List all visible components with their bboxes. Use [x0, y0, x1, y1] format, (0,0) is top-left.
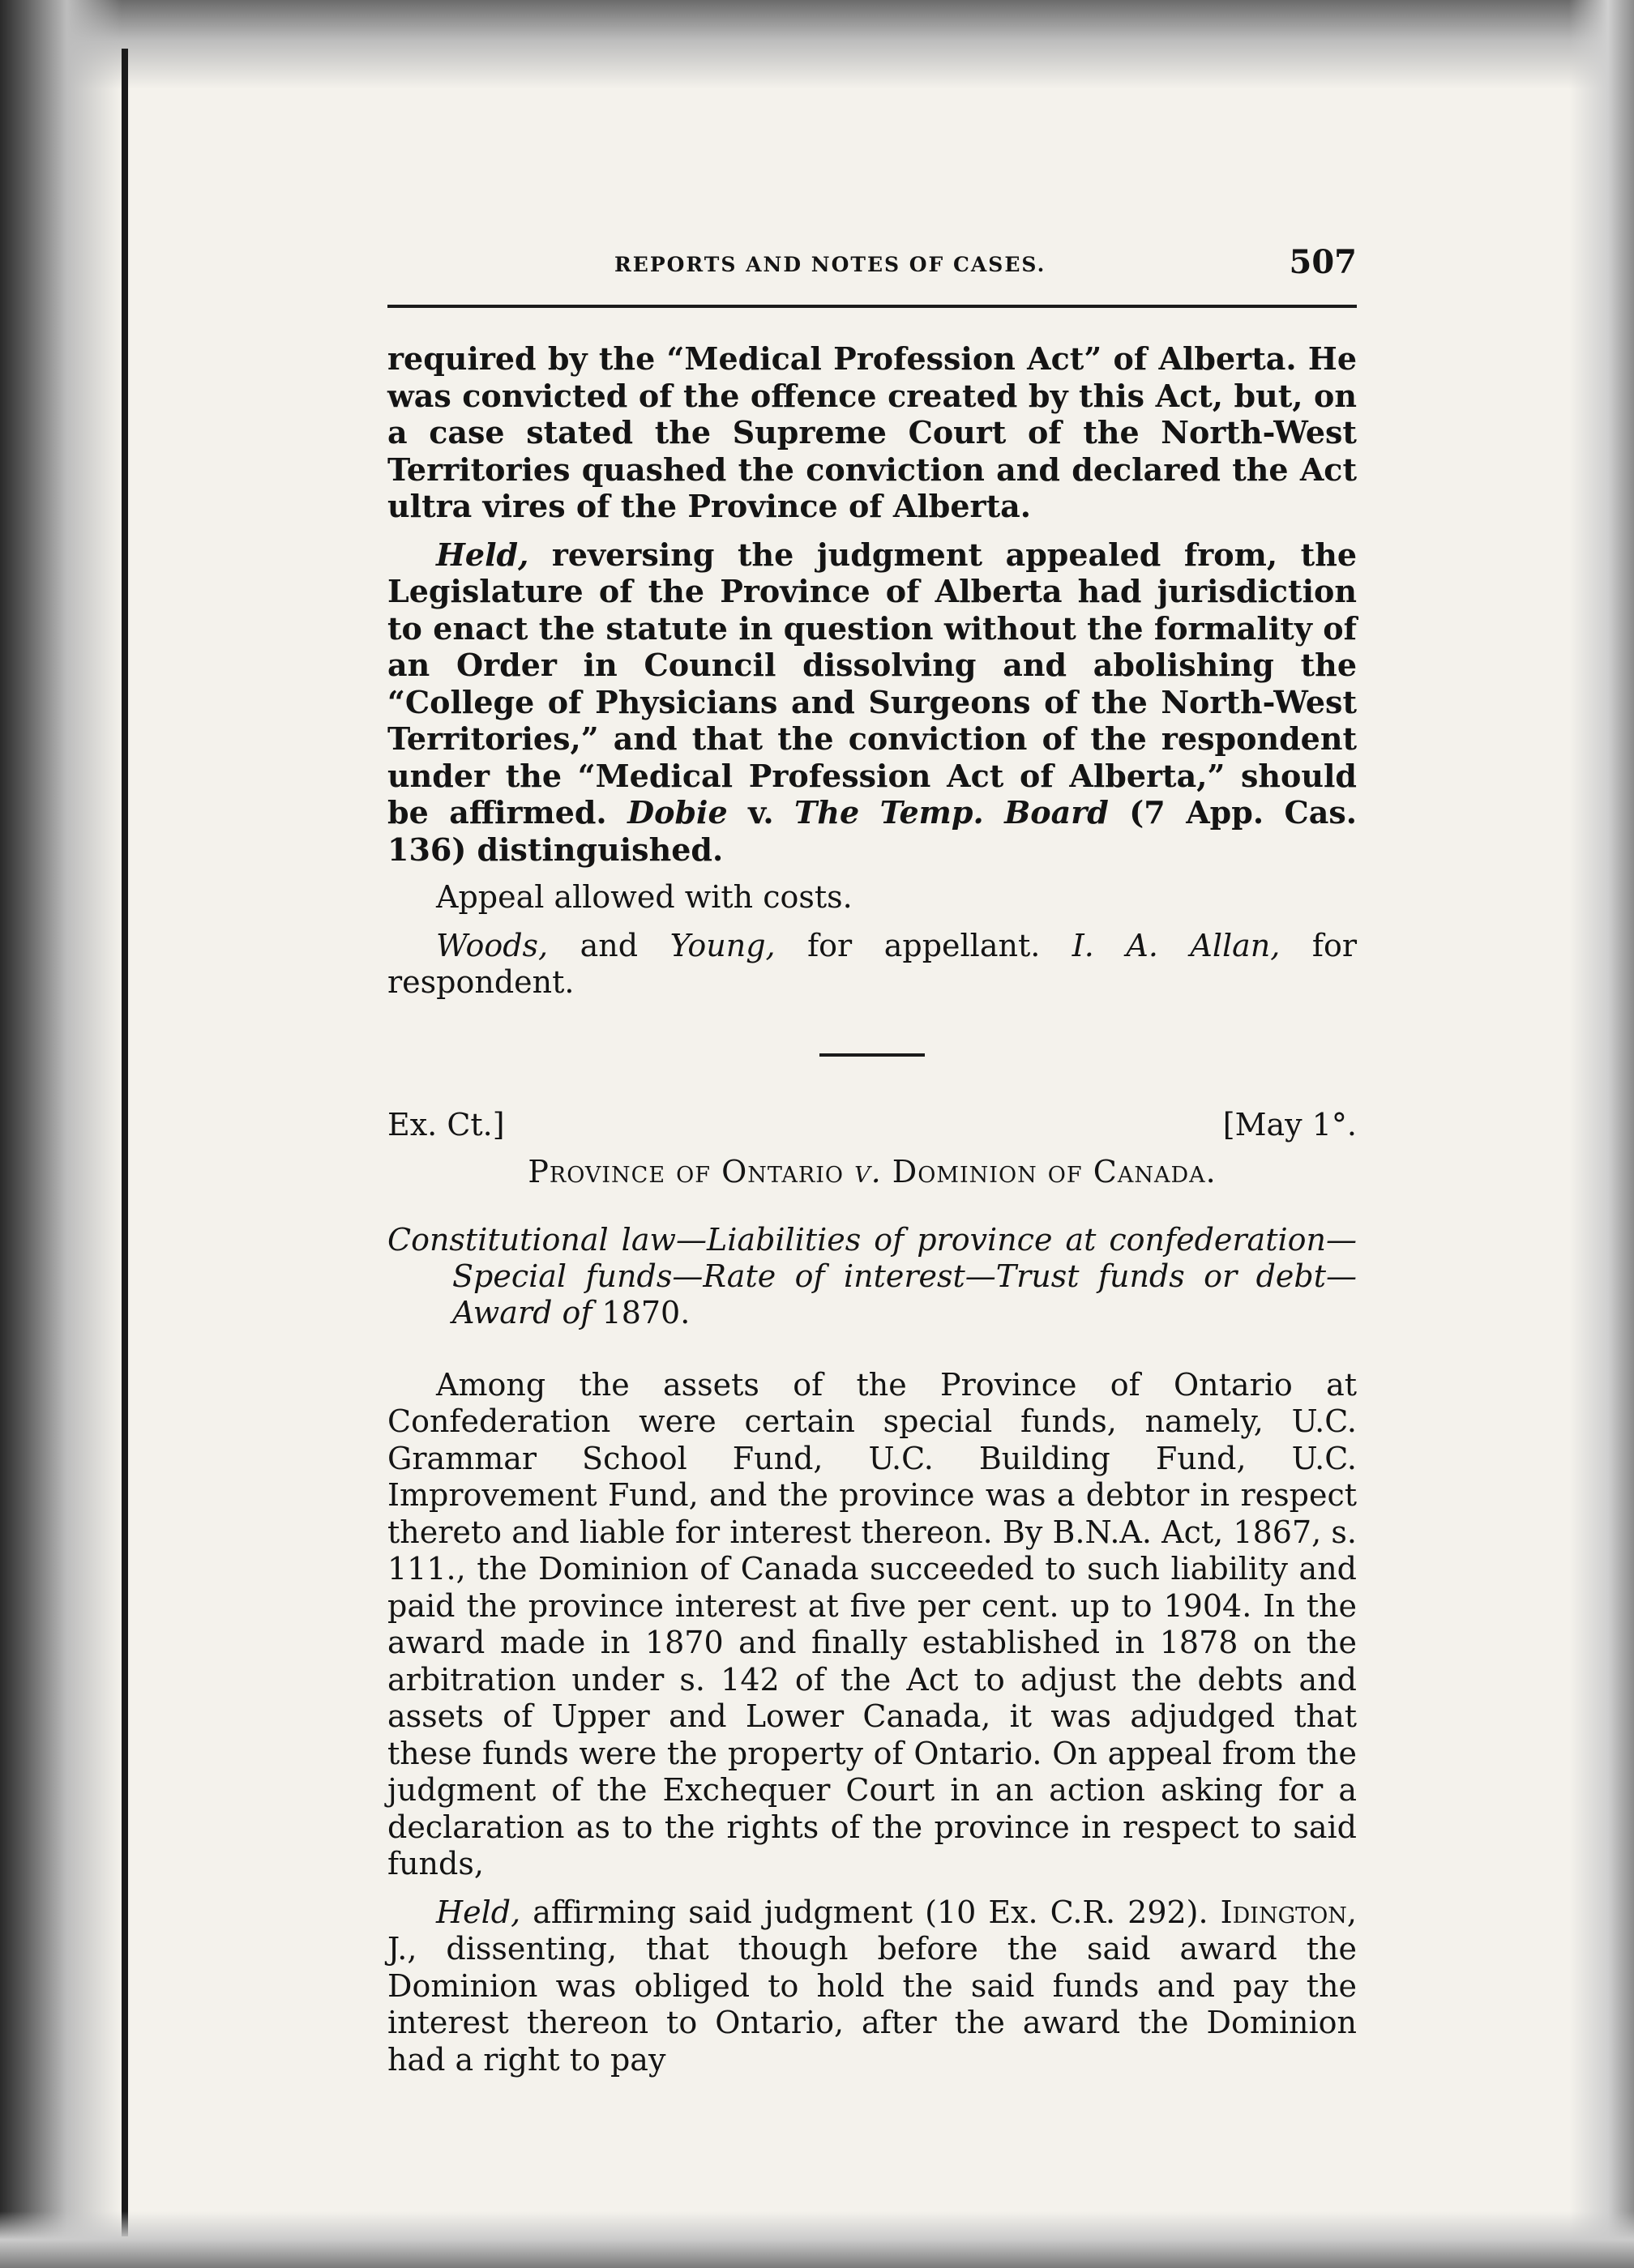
- catchwords-year: 1870.: [601, 1294, 691, 1330]
- case2-held-label: Held,: [436, 1894, 521, 1930]
- case2-held-rest: J., dissenting, that though before the said award the Dominion was obliged to hold the said funds and pay the interest thereon to Ontario, after the award the Dominion had a right to pay: [387, 1931, 1357, 2078]
- case-separator: [819, 1053, 925, 1057]
- counsel-respondent: I. A. Allan,: [1072, 927, 1281, 963]
- case1-counsel: [387, 928, 1357, 1002]
- scan-page-edge: [122, 49, 128, 2236]
- case2-held-text: affirming said judgment (10 Ex. C.R. 292).: [520, 1894, 1221, 1930]
- counsel-appellant-1: Woods,: [436, 927, 549, 963]
- case1-disposition: Appeal allowed with costs.: [436, 879, 853, 915]
- scan-bottom-shadow: [0, 2211, 1634, 2268]
- citation-v: v.: [727, 794, 795, 831]
- running-head: [387, 243, 1357, 295]
- scan-right-shadow: [1569, 0, 1634, 2268]
- counsel-respondent-role: for respondent.: [387, 927, 1357, 1000]
- scan-top-shadow: [0, 0, 1634, 89]
- judge-name: Idington,: [1220, 1894, 1357, 1930]
- citation-party1: Dobie: [627, 794, 728, 831]
- held-text: reversing the judgment appealed from, the Legislature of the Province of Alberta had jurisdiction to enact the statute in question without the formality of an Order in Council dissolving and abolishing the “College of Physicians and Surgeons of the North-West Territories,” and that the conviction of the respondent under the “Medical Profession Act of Alberta,” should be affirmed.: [387, 536, 1357, 831]
- case2-title: [387, 1154, 1357, 1190]
- court-name: Ex. Ct.]: [387, 1106, 505, 1143]
- counsel-appellant-2: Young,: [669, 927, 776, 963]
- citation-party2: The Temp. Board: [794, 794, 1109, 831]
- page-body: [387, 340, 1357, 2078]
- case1-holding: [387, 536, 1357, 869]
- running-head-title: REPORTS AND NOTES OF CASES.: [614, 253, 1046, 276]
- case1-statement: required by the “Medical Profession Act” of Alberta. He was convicted of the offence created by this Act, but, on a case stated the Supreme Court of the North-West Territories quashed the conviction and declared the Act ultra vires of the Province of Alberta.: [387, 340, 1357, 524]
- page-number: 507: [1289, 243, 1357, 281]
- case2-facts: Among the assets of the Province of Ontario at Confederation were certain special funds, namely, U.C. Grammar School Fund, U.C. Building Fund, U.C. Improvement Fund, and the province was a debtor in respect thereto and liable for interest thereon. By B.N.A. Act, 1867, s. 111., the Dominion of Canada succeeded to such liability and paid the province interest at five per cent. up to 1904. In the award made in 1870 and finally established in 1878 on the arbitration under s. 142 of the Act to adjust the debts and assets of Upper and Lower Canada, it was adjudged that these funds were the property of Ontario. On appeal from the judgment of the Exchequer Court in an action asking for a declaration as to the rights of the province in respect to said funds,: [387, 1366, 1357, 1881]
- case-title-defendant: Dominion of Canada.: [881, 1153, 1217, 1190]
- case-title-plaintiff: Province of Ontario: [528, 1153, 855, 1190]
- case2-holding: [387, 1894, 1357, 2079]
- case-title-v: v.: [854, 1153, 882, 1190]
- held-label: Held,: [436, 536, 529, 573]
- case2-catchwords: [387, 1222, 1357, 1331]
- header-rule: [387, 305, 1357, 308]
- catchwords-text: Constitutional law—Liabilities of province at confederation—Special funds—Rate of interest—Trust funds or debt—Award of: [387, 1221, 1357, 1330]
- case2-court-line: [387, 1107, 1357, 1147]
- scan-left-shadow: [0, 0, 122, 2268]
- counsel-and: and: [548, 927, 670, 963]
- book-page: [387, 243, 1357, 2078]
- counsel-appellant-role: for appellant.: [775, 927, 1072, 963]
- citation-rest: (7 App. Cas. 136) distinguished.: [387, 794, 1357, 868]
- decision-date: [May 1°.: [1222, 1106, 1357, 1143]
